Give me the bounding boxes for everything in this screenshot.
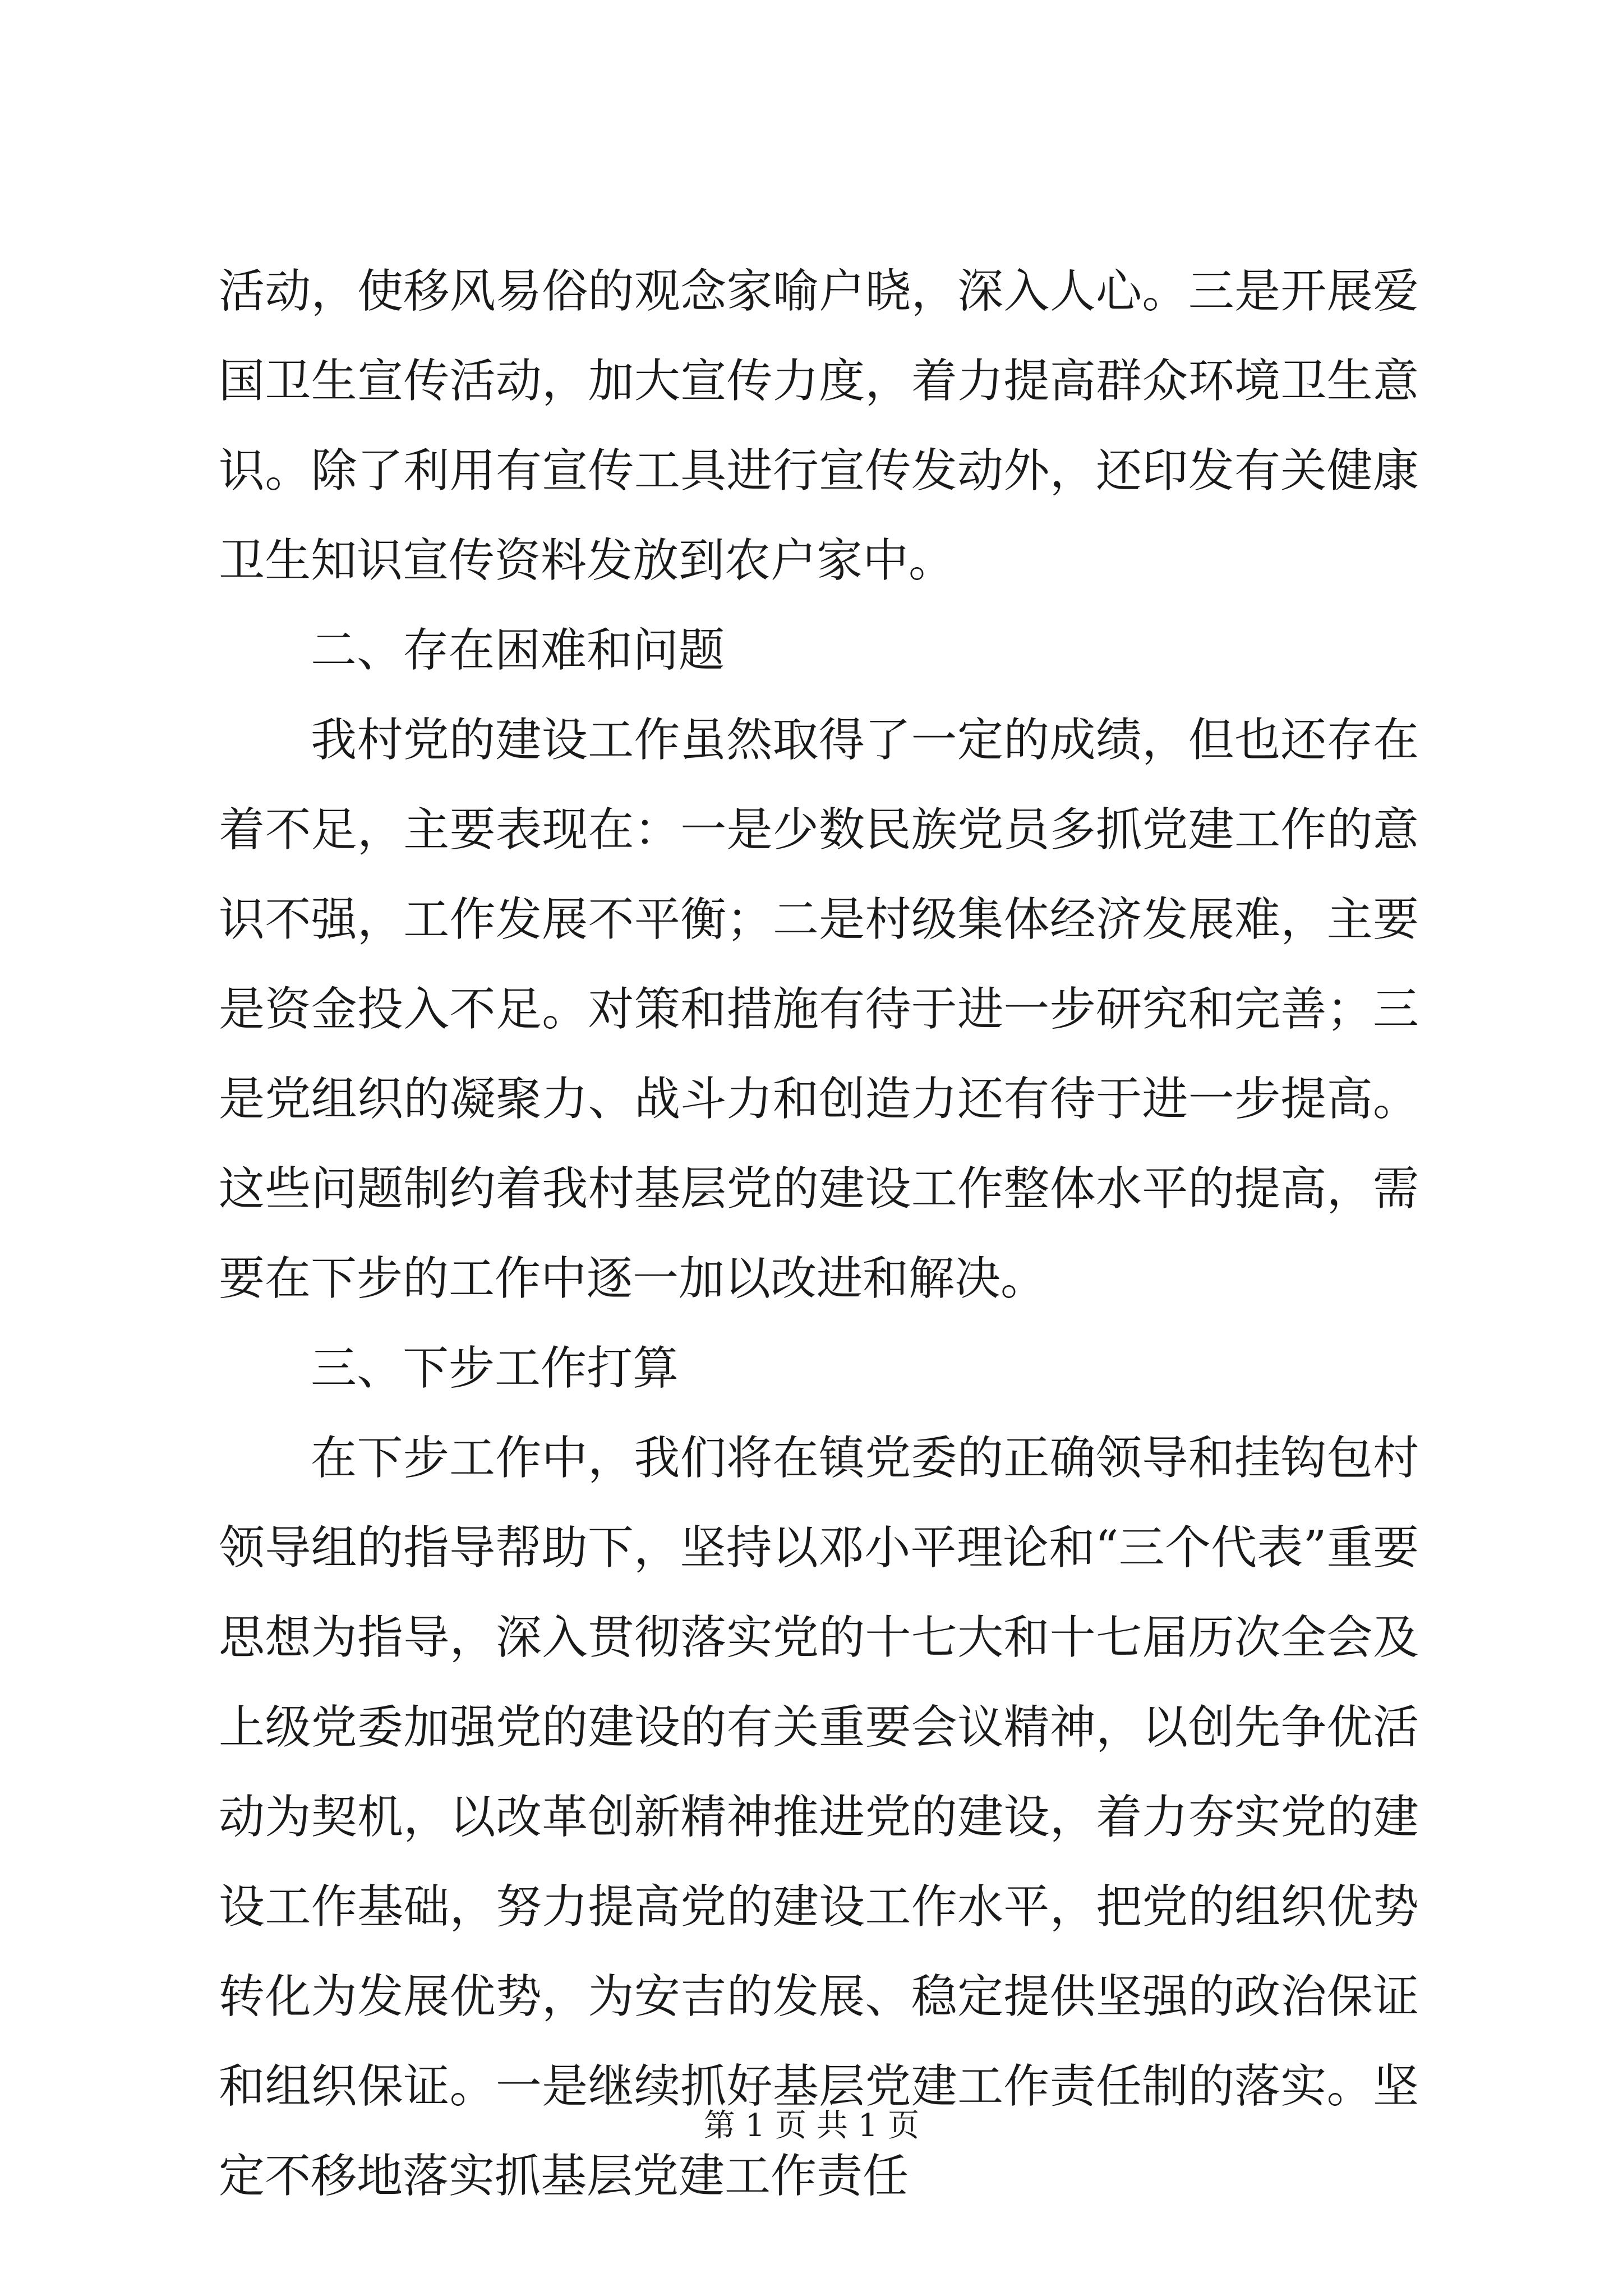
paragraph-continuation: 活动，使移风易俗的观念家喻户晓，深入人心。三是开展爱国卫生宣传活动，加大宣传力度，着力提高群众环境卫生意识。除了利用有宣传工具进行宣传发动外，还印发有关健康卫生知识宣传资料发放到农户家中。 bbox=[219, 265, 1419, 587]
section-heading-next-steps: 三、下步工作打算 bbox=[311, 1342, 679, 1395]
section-heading-difficulties: 二、存在困难和问题 bbox=[311, 624, 725, 677]
page-footer: 第 1 页 共 1 页 bbox=[703, 2108, 920, 2144]
paragraph-next-steps: 在下步工作中，我们将在镇党委的正确领导和挂钩包村领导组的指导帮助下，坚持以邓小平理论和“三个代表”重要思想为指导，深入贯彻落实党的十七大和十七届历次全会及上级党委加强党的建设的有关重要会议精神，以创先争优活动为契机，以改革创新精神推进党的建设，着力夯实党的建设工作基础，努力提高党的建设工作水平，把党的组织优势转化为发展优势，为安吉的发展、稳定提供坚强的政治保证和组织保证。一是继续抓好基层党建工作责任制的落实。坚定不移地落实抓基层党建工作责任 bbox=[219, 1432, 1419, 2203]
paragraph-difficulties: 我村党的建设工作虽然取得了一定的成绩，但也还存在着不足，主要表现在：一是少数民族党员多抓党建工作的意识不强，工作发展不平衡；二是村级集体经济发展难，主要是资金投入不足。对策和措施有待于进一步研究和完善；三是党组织的凝聚力、战斗力和创造力还有待于进一步提高。这些问题制约着我村基层党的建设工作整体水平的提高，需要在下步的工作中逐一加以改进和解决。 bbox=[219, 714, 1419, 1305]
document-body bbox=[219, 247, 1419, 2221]
